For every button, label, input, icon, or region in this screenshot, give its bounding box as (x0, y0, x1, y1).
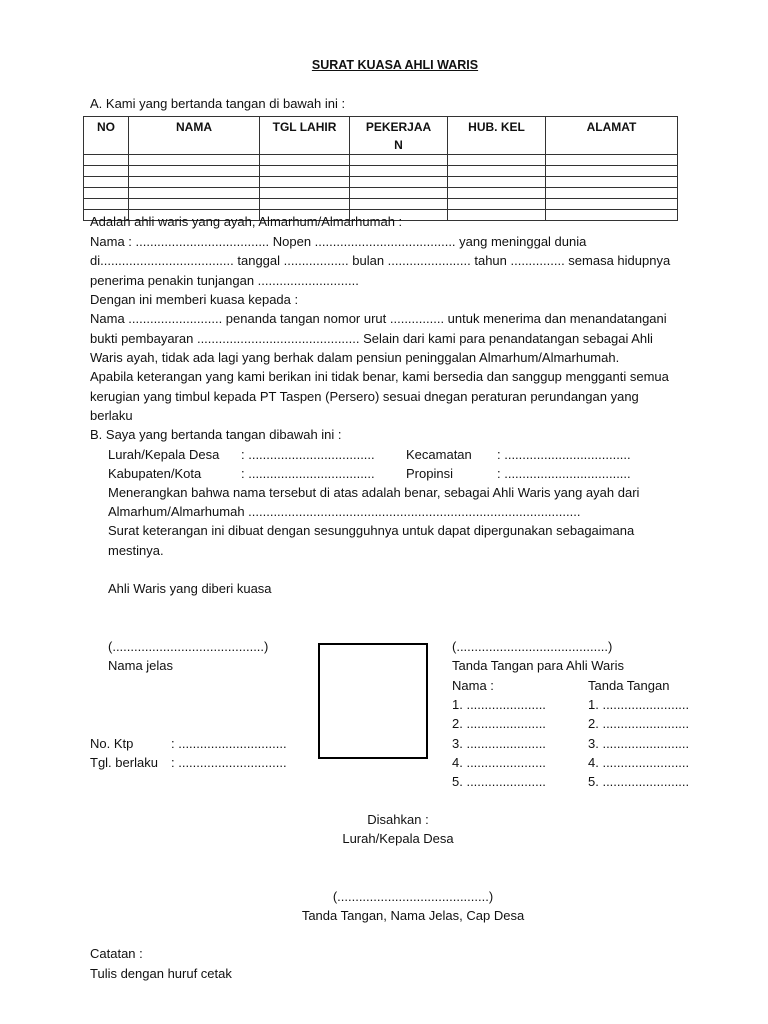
kabupaten-field: : ................................... (241, 466, 375, 481)
catatan-label: Catatan : (90, 946, 143, 961)
col-no-header: NO (84, 117, 129, 155)
body-line-4: penerima penakin tunjangan ............................ (90, 273, 359, 288)
nama-col-header: Nama : (452, 678, 494, 693)
col-nama-header: NAMA (129, 117, 260, 155)
body-line-8: Waris ayah, tidak ada lagi yang berhak dalam pensiun peninggalan Almarhum/Almarhumah. (90, 350, 620, 365)
body-line-11: berlaku (90, 408, 133, 423)
tgl-berlaku-label: Tgl. berlaku (90, 755, 158, 770)
heir-ttd-1: 1. ........................ (588, 697, 690, 712)
tgl-berlaku-value: : .............................. (171, 755, 287, 770)
body-line-3: di..................................... tanggal .................. bulan ....................... tahun ............... semasa hidupnya (90, 253, 671, 268)
body-line-7: bukti pembayaran ............................................. Selain dari kami para penandatangan sebagai Ahli (90, 331, 653, 346)
heir-nama-2: 2. ...................... (452, 716, 546, 731)
body-line-2: Nama : ..................................... Nopen ....................................... yang meninggal dunia (90, 234, 587, 249)
lurah-field: : ................................... (241, 447, 375, 462)
no-ktp-value: : .............................. (171, 736, 287, 751)
kecamatan-field: : ................................... (497, 447, 631, 462)
section-b-intro: B. Saya yang bertanda tangan dibawah ini : (90, 427, 342, 442)
body-line-1: Adalah ahli waris yang ayah, Almarhum/Almarhumah : (90, 214, 403, 229)
lurah-label: Lurah/Kepala Desa (108, 447, 220, 462)
section-b-line-4: mestinya. (108, 543, 164, 558)
table-row (84, 155, 678, 166)
propinsi-field: : ................................... (497, 466, 631, 481)
ttd-col-header: Tanda Tangan (588, 678, 670, 693)
ahli-waris-kuasa-label: Ahli Waris yang diberi kuasa (108, 581, 272, 596)
body-line-5: Dengan ini memberi kuasa kepada : (90, 292, 299, 307)
propinsi-label: Propinsi (406, 466, 453, 481)
section-a-intro: A. Kami yang bertanda tangan di bawah ini : (90, 96, 346, 111)
col-pekerjaan-header-line1: PEKERJAA (365, 120, 432, 134)
col-hub-kel-header: HUB. KEL (448, 117, 546, 155)
kabupaten-label: Kabupaten/Kota (108, 466, 202, 481)
heir-ttd-5: 5. ........................ (588, 774, 690, 789)
catatan-text: Tulis dengan huruf cetak (90, 966, 232, 981)
village-sign-line: (..........................................) (332, 889, 494, 904)
body-line-9: Apabila keterangan yang kami berikan ini tidak benar, kami bersedia dan sanggup mengganti semua (90, 369, 669, 384)
body-line-10: kerugian yang timbul kepada PT Taspen (Persero) sesuai dnegan peraturan perundangan yang (90, 389, 639, 404)
left-sign-line: (..........................................) (108, 639, 269, 654)
lurah-kepala-desa-label: Lurah/Kepala Desa (342, 831, 454, 846)
right-sign-line: (..........................................) (452, 639, 613, 654)
table-row (84, 188, 678, 199)
col-pekerjaan-header (350, 117, 448, 155)
page-title: SURAT KUASA AHLI WARIS (311, 58, 479, 72)
section-b-line-3: Surat keterangan ini dibuat dengan sesungguhnya untuk dapat dipergunakan sebagaimana (108, 523, 635, 538)
left-name-label: Nama jelas (108, 658, 174, 673)
photo-box (318, 643, 428, 759)
kecamatan-label: Kecamatan (406, 447, 472, 462)
col-alamat-header: ALAMAT (546, 117, 678, 155)
heir-ttd-3: 3. ........................ (588, 736, 690, 751)
right-title: Tanda Tangan para Ahli Waris (452, 658, 624, 673)
table-row (84, 199, 678, 210)
table-row (84, 166, 678, 177)
body-line-6: Nama .......................... penanda tangan nomor urut ............... untuk menerima dan menandatangani (90, 311, 667, 326)
heir-nama-3: 3. ...................... (452, 736, 546, 751)
table-row (84, 177, 678, 188)
col-tgl-lahir-header: TGL LAHIR (260, 117, 350, 155)
col-pekerjaan-header-line2: N (394, 138, 403, 152)
heir-nama-1: 1. ...................... (452, 697, 546, 712)
heir-ttd-2: 2. ........................ (588, 716, 690, 731)
table-header-row (84, 117, 678, 155)
heirs-table (83, 116, 678, 221)
section-b-line-1: Menerangkan bahwa nama tersebut di atas adalah benar, sebagai Ahli Waris yang ayah dari (108, 485, 640, 500)
disahkan-label: Disahkan : (367, 812, 429, 827)
no-ktp-label: No. Ktp (90, 736, 134, 751)
heir-nama-4: 4. ...................... (452, 755, 546, 770)
village-sign-caption: Tanda Tangan, Nama Jelas, Cap Desa (301, 908, 525, 923)
heir-ttd-4: 4. ........................ (588, 755, 690, 770)
heir-nama-5: 5. ...................... (452, 774, 546, 789)
section-b-line-2: Almarhum/Almarhumah ............................................................................................ (108, 504, 581, 519)
